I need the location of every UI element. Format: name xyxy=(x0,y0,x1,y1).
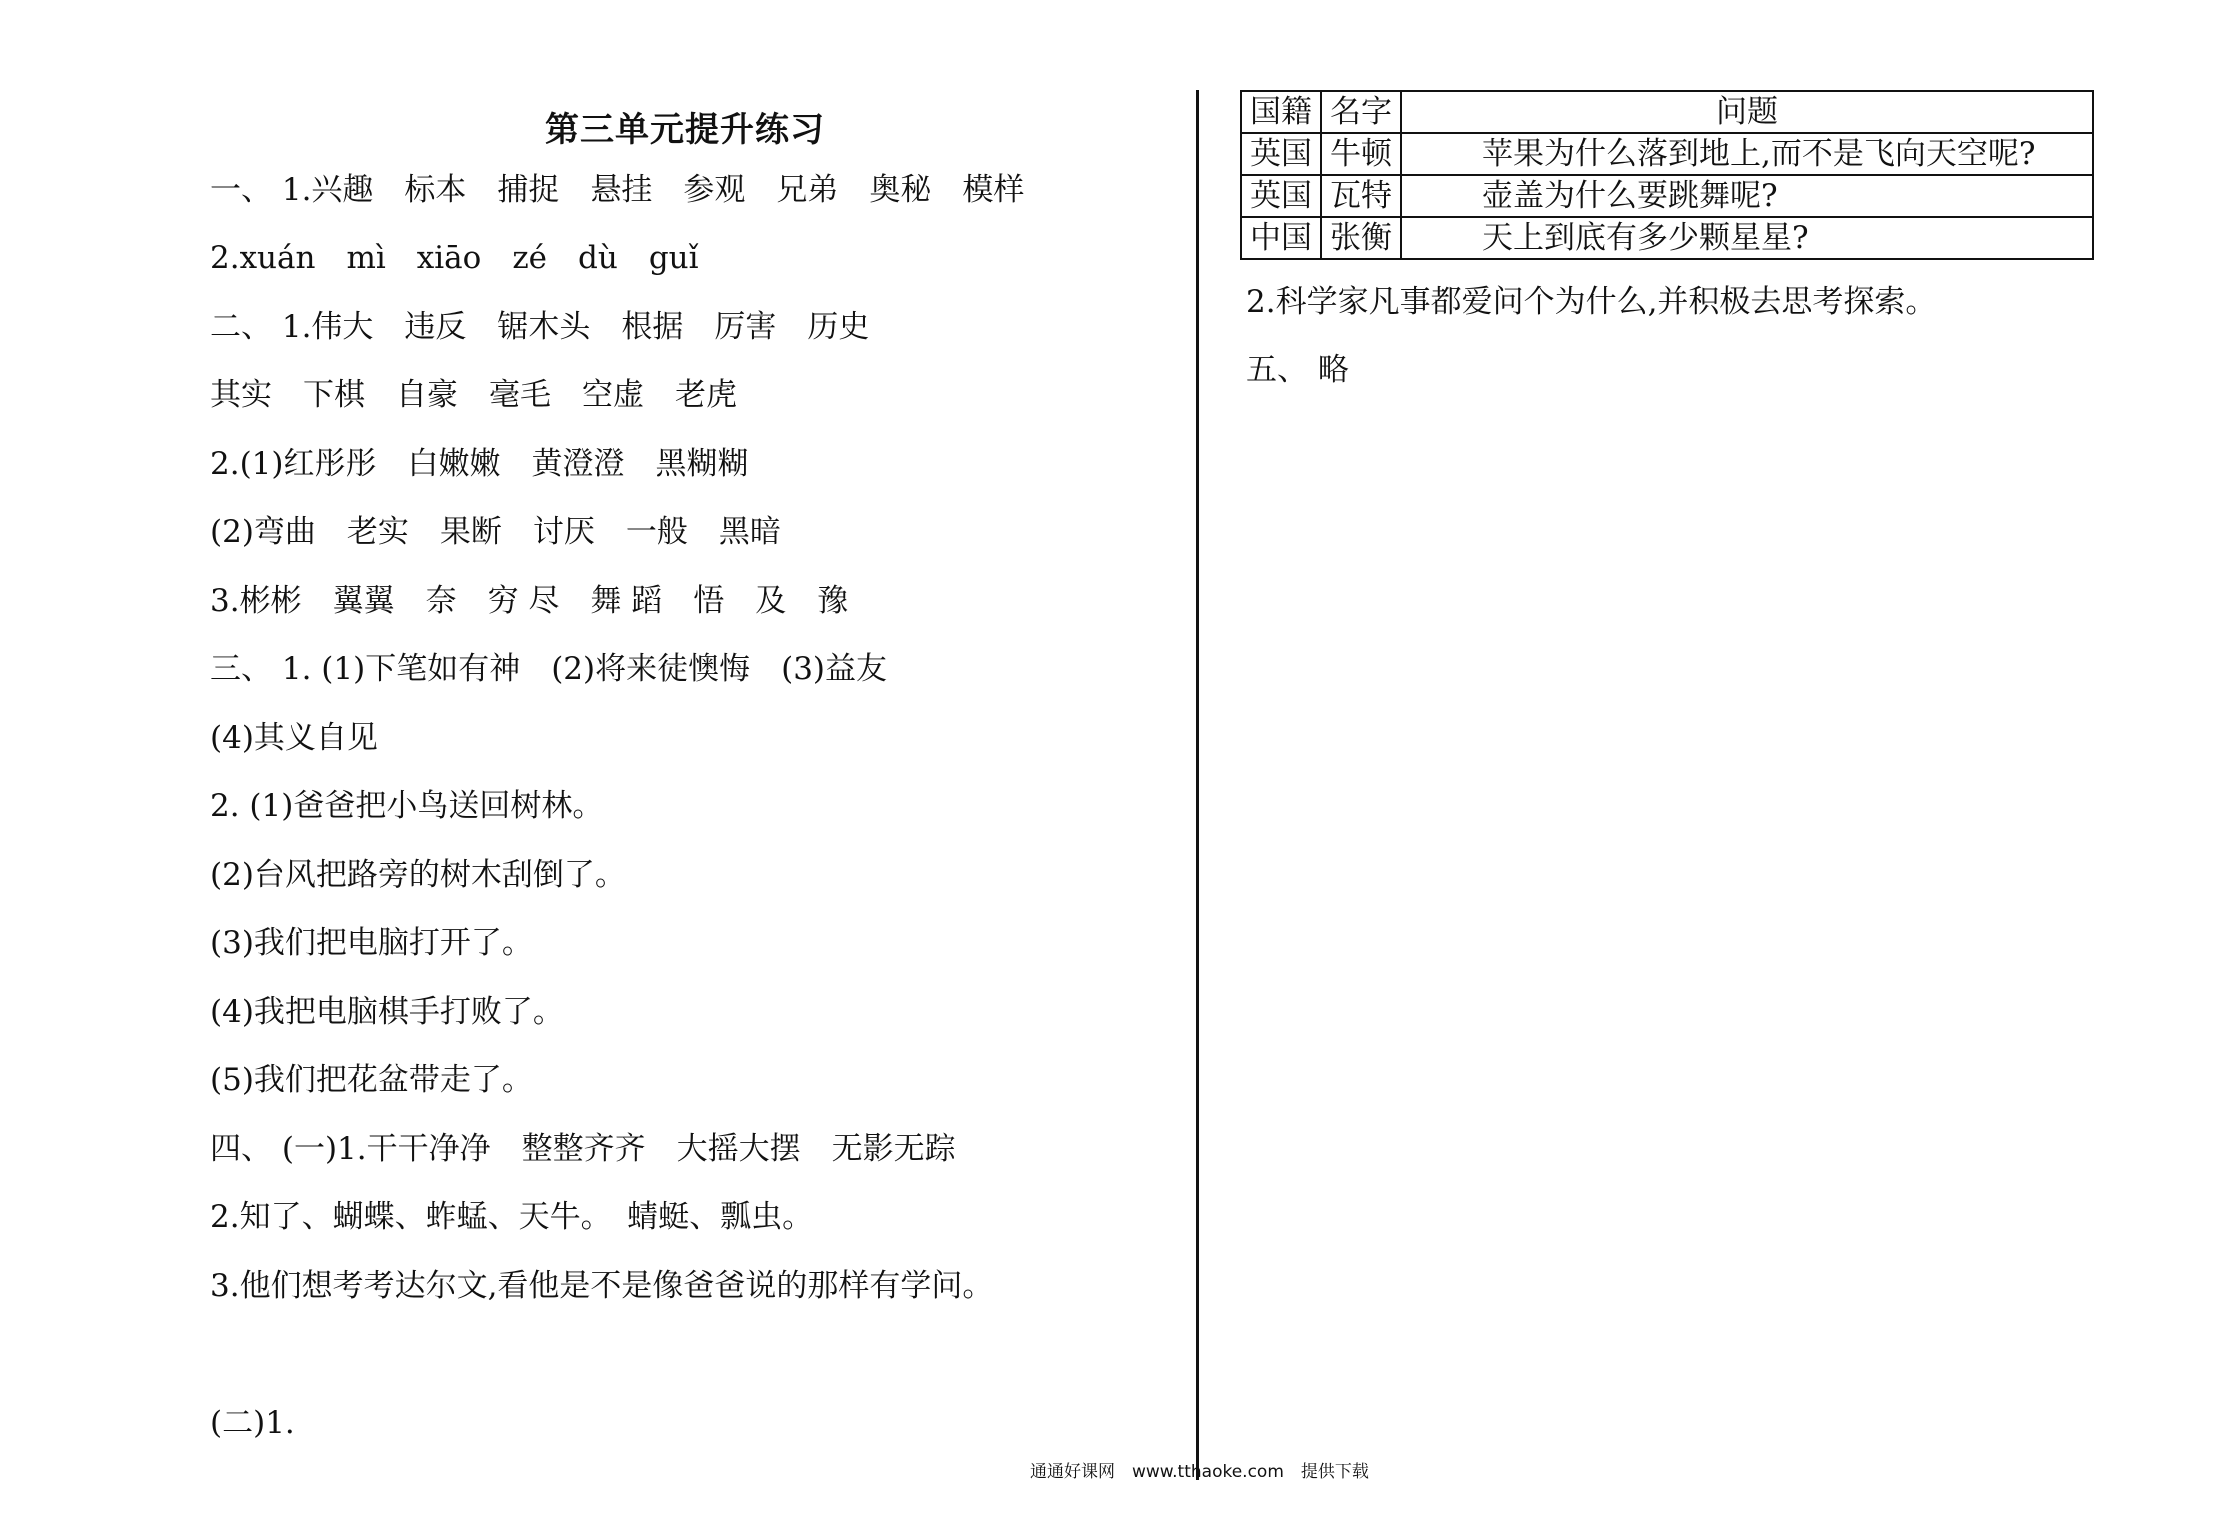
answer-line: (4)我把电脑棋手打败了。 xyxy=(210,994,564,1030)
table-row xyxy=(1241,133,2093,175)
answer-line: 2.xuán mì xiāo zé dù guǐ xyxy=(210,240,699,276)
table-row xyxy=(1241,217,2093,259)
page-title: 第三单元提升练习 xyxy=(545,110,825,150)
answer-line: 四、 (一)1.干干净净 整整齐齐 大摇大摆 无影无踪 xyxy=(210,1131,956,1167)
answer-line: 2.科学家凡事都爱问个为什么,并积极去思考探索。 xyxy=(1246,284,1937,320)
table-header-row xyxy=(1241,91,2093,133)
answer-line: 3.他们想考考达尔文,看他是不是像爸爸说的那样有学问。 xyxy=(210,1268,994,1304)
answer-line: (5)我们把花盆带走了。 xyxy=(210,1062,533,1098)
answer-line: (3)我们把电脑打开了。 xyxy=(210,925,533,961)
cell-question: 壶盖为什么要跳舞呢? xyxy=(1401,175,2093,217)
column-divider xyxy=(1196,90,1199,1480)
answer-line: (4)其义自见 xyxy=(210,720,378,756)
cell-nationality: 英国 xyxy=(1241,175,1321,217)
answer-line: (2)台风把路旁的树木刮倒了。 xyxy=(210,857,626,893)
header-nationality: 国籍 xyxy=(1241,91,1321,133)
cell-question: 天上到底有多少颗星星? xyxy=(1401,217,2093,259)
cell-name: 张衡 xyxy=(1321,217,1401,259)
cell-nationality: 中国 xyxy=(1241,217,1321,259)
scientist-question-table xyxy=(1240,90,2094,260)
header-name: 名字 xyxy=(1321,91,1401,133)
header-question: 问题 xyxy=(1401,91,2093,133)
cell-nationality: 英国 xyxy=(1241,133,1321,175)
answer-line: 2. (1)爸爸把小鸟送回树林。 xyxy=(210,788,604,824)
cell-name: 瓦特 xyxy=(1321,175,1401,217)
answer-line: 五、 略 xyxy=(1246,352,1349,388)
footer-source: 通通好课网 www.tthaoke.com 提供下载 xyxy=(1030,1462,1369,1482)
table-row xyxy=(1241,175,2093,217)
answer-line: 3.彬彬 翼翼 奈 穷 尽 舞 蹈 悟 及 豫 xyxy=(210,583,849,619)
answer-line: 其实 下棋 自豪 毫毛 空虚 老虎 xyxy=(210,377,737,413)
cell-name: 牛顿 xyxy=(1321,133,1401,175)
answer-line: 二、 1.伟大 违反 锯木头 根据 厉害 历史 xyxy=(210,309,870,345)
answer-line: 2.(1)红彤彤 白嫩嫩 黄澄澄 黑糊糊 xyxy=(210,446,749,482)
cell-question: 苹果为什么落到地上,而不是飞向天空呢? xyxy=(1401,133,2093,175)
answer-line: 2.知了、蝴蝶、蚱蜢、天牛。 蜻蜓、瓢虫。 xyxy=(210,1199,814,1235)
answer-line: (2)弯曲 老实 果断 讨厌 一般 黑暗 xyxy=(210,514,781,550)
answer-line: (二)1. xyxy=(210,1405,295,1441)
answer-line: 一、 1.兴趣 标本 捕捉 悬挂 参观 兄弟 奥秘 模样 xyxy=(210,172,1025,208)
answer-line: 三、 1. (1)下笔如有神 (2)将来徒懊悔 (3)益友 xyxy=(210,651,888,687)
